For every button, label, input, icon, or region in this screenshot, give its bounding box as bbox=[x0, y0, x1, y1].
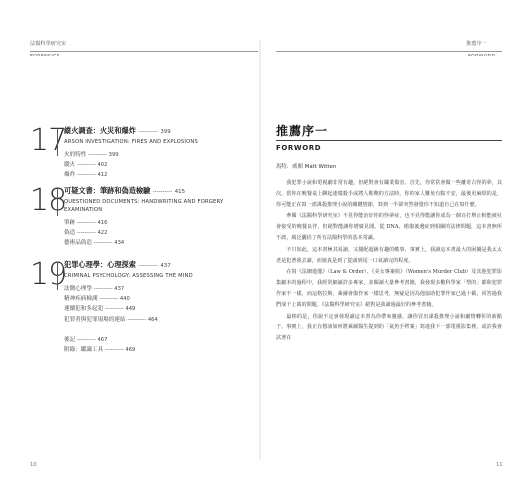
toc-page bbox=[30, 56, 258, 456]
entry-page: 416 bbox=[97, 220, 108, 226]
toc-entry[interactable] bbox=[64, 335, 258, 345]
foreword-author: 馬特．威頓 Matt Witten bbox=[276, 164, 337, 170]
foreword-title: 推薦序一 bbox=[276, 124, 329, 138]
dot-leader: ---------- bbox=[93, 286, 113, 292]
toc-entry[interactable] bbox=[64, 228, 258, 238]
dot-leader: ---------- bbox=[76, 172, 96, 179]
dot-leader: ---------- bbox=[88, 152, 107, 158]
dot-leader: ---------- bbox=[76, 162, 96, 169]
back-matter-list bbox=[64, 335, 258, 355]
chapter-body bbox=[64, 126, 258, 181]
dot-leader: ---------- bbox=[104, 347, 124, 354]
toc-entry[interactable] bbox=[64, 238, 258, 248]
chapter-divider bbox=[57, 262, 58, 290]
toc-entry[interactable] bbox=[64, 315, 258, 325]
dot-leader: ---------- bbox=[104, 306, 124, 313]
toc-entry[interactable] bbox=[64, 150, 258, 160]
dot-leader: ---------- bbox=[76, 220, 96, 226]
toc-entry[interactable] bbox=[64, 345, 258, 355]
entry-page: 437 bbox=[114, 286, 125, 292]
paragraph: 在寫《法網遊龍》（Law & Order）、《美女專案組》（Women's Murder Club）及其他犯罪影集劇本的過程中，我經常細讀許多專家，並閱讀大量參考書籍，我發現多數科學家「塑的」都和犯罪作家不一樣，而這格拉斯、萊爾會傷作家一樣思考，無疑是因為他協助犯罪作家已過十載，回答過我們成千上萬的問題，《法醫科學研究室》絕對是我讀過最好的參考書籍。 bbox=[276, 269, 502, 308]
toc-entry[interactable] bbox=[64, 160, 258, 170]
chapter-title[interactable] bbox=[64, 186, 258, 197]
toc-entry[interactable] bbox=[64, 170, 258, 180]
left-header-rule bbox=[30, 51, 258, 52]
dot-leader: ---------- bbox=[127, 316, 147, 323]
entry-page: 402 bbox=[97, 162, 108, 169]
paragraph: 參閱《法醫科學研究室》不見得能治好你的怪夢症，也不見得能讓你成為一個百打舉止較能被社會接受的晚餐良伴，但絕對能讓你增廣見聞，從 DNA、槍傷後遺症到相關的法律問題，這本書無所不談，廣泛囊括了所有法醫科學的基本常識。 bbox=[276, 213, 502, 241]
dot-leader: ---------- bbox=[138, 263, 158, 269]
entry-label: 藝術品偽造 bbox=[64, 240, 92, 247]
chapter-title-text: 縱火調查：火災和爆炸 bbox=[64, 126, 136, 135]
left-page-number: 10 bbox=[30, 462, 37, 468]
chapter-body bbox=[64, 260, 258, 355]
foreword-title-rule bbox=[276, 140, 502, 141]
chapter-body bbox=[64, 186, 258, 249]
entry-label: 筆跡 bbox=[64, 220, 76, 226]
entry-page: 399 bbox=[108, 152, 119, 158]
right-running-head-zh: 推薦序一 bbox=[466, 41, 487, 47]
entry-page: 469 bbox=[125, 347, 136, 354]
foreword-body bbox=[276, 178, 502, 345]
chapter-page: 399 bbox=[160, 129, 171, 135]
right-page-number: 11 bbox=[496, 462, 503, 468]
section-list bbox=[64, 150, 258, 181]
entry-label: 縱火 bbox=[64, 162, 76, 169]
toc-entry[interactable] bbox=[64, 218, 258, 228]
entry-label: 後記 bbox=[64, 336, 76, 343]
chapter-title-text: 犯罪心理學：心理探索 bbox=[64, 260, 136, 269]
entry-label: 連續犯和多起犯 bbox=[64, 306, 104, 313]
chapter-title-text: 可疑文書：筆跡和偽造檢驗 bbox=[64, 186, 151, 195]
chapter-number: 17 bbox=[30, 123, 67, 158]
paragraph: 最棒的是，你說不定會發現讀這本書為你帶來靈感，讓你冒出謀殺推理小說和劇情轉折的新點子。事實上，我正在想該如何將萊爾醫生提到的「氣魚手臂案」寫進我下一部電視影集裡，或許我會試著在 bbox=[276, 313, 502, 342]
entry-label: 精神疾病檢測 bbox=[64, 296, 98, 303]
entry-label: 犯罪者與犯罪現場的連結 bbox=[64, 316, 126, 323]
toc-entry[interactable] bbox=[64, 294, 258, 304]
chapter-number: 18 bbox=[30, 183, 67, 218]
chapter-divider bbox=[57, 128, 58, 156]
book-gutter bbox=[259, 40, 261, 460]
entry-label: 火的特性 bbox=[64, 152, 87, 158]
chapter-page: 415 bbox=[174, 189, 186, 195]
paragraph: 不只如此，這本書極其易讀，又描配超級有趣的軼事，事實上，我讀這本書最大的困擾是我太太老是犯著我去讀，而她真是到了從頭到尾一口氣讀完的程度。 bbox=[276, 246, 502, 264]
entry-page: 467 bbox=[97, 336, 108, 343]
entry-page: 422 bbox=[97, 230, 108, 237]
chapter-title-en: QUESTIONED DOCUMENTS: HANDWRITING AND FORGERY EXAMINATION bbox=[64, 199, 224, 213]
chapter-divider bbox=[57, 188, 58, 216]
chapter-number: 19 bbox=[30, 257, 67, 292]
dot-leader: ---------- bbox=[152, 189, 173, 195]
section-list bbox=[64, 218, 258, 249]
right-header-rule bbox=[276, 51, 502, 52]
section-list bbox=[64, 284, 258, 325]
left-running-head-zh: 法醫科學研究室 bbox=[30, 41, 67, 47]
entry-label: 爆炸 bbox=[64, 172, 76, 179]
entry-page: 440 bbox=[119, 296, 130, 303]
entry-label: 偽造 bbox=[64, 230, 76, 237]
dot-leader: ---------- bbox=[138, 129, 158, 135]
dot-leader: ---------- bbox=[99, 296, 119, 303]
toc-entry[interactable] bbox=[64, 284, 258, 294]
dot-leader: ---------- bbox=[76, 336, 96, 343]
chapter-page: 437 bbox=[160, 263, 171, 269]
entry-page: 434 bbox=[114, 240, 125, 247]
entry-page: 412 bbox=[97, 172, 108, 179]
paragraph: 我犯罪小說和電視劇非常有趣，但絕對會有職業傷害。首先，你常常會做一些離奇古怪的夢，其次，當你在晚餐桌上聊起連環殺手或將人勒斃的方法時，你的家人難免有點不安，最後更麻煩的是，你可能正在寫一部謀殺推理小說的關鍵情節，寫到一半卻突然發覺你不知道自己在寫什麼。 bbox=[276, 180, 502, 208]
entry-label: 法醫心理學 bbox=[64, 286, 92, 292]
toc-entry[interactable] bbox=[64, 304, 258, 314]
chapter-title-en: ARSON INVESTIGATION: FIRES AND EXPLOSIONS bbox=[64, 139, 198, 145]
entry-page: 449 bbox=[125, 306, 136, 313]
chapter-title[interactable] bbox=[64, 126, 258, 137]
foreword-title-en: FORWORD bbox=[276, 144, 322, 152]
dot-leader: ---------- bbox=[76, 230, 96, 237]
entry-label: 附錄：鑑識工具 bbox=[64, 347, 104, 354]
chapter-title[interactable] bbox=[64, 260, 258, 271]
chapter-title-en: CRIMINAL PSYCHOLOGY: ASSESSING THE MIND bbox=[64, 273, 193, 279]
foreword-page bbox=[276, 56, 502, 456]
entry-page: 464 bbox=[147, 316, 158, 323]
dot-leader: ---------- bbox=[93, 240, 113, 247]
